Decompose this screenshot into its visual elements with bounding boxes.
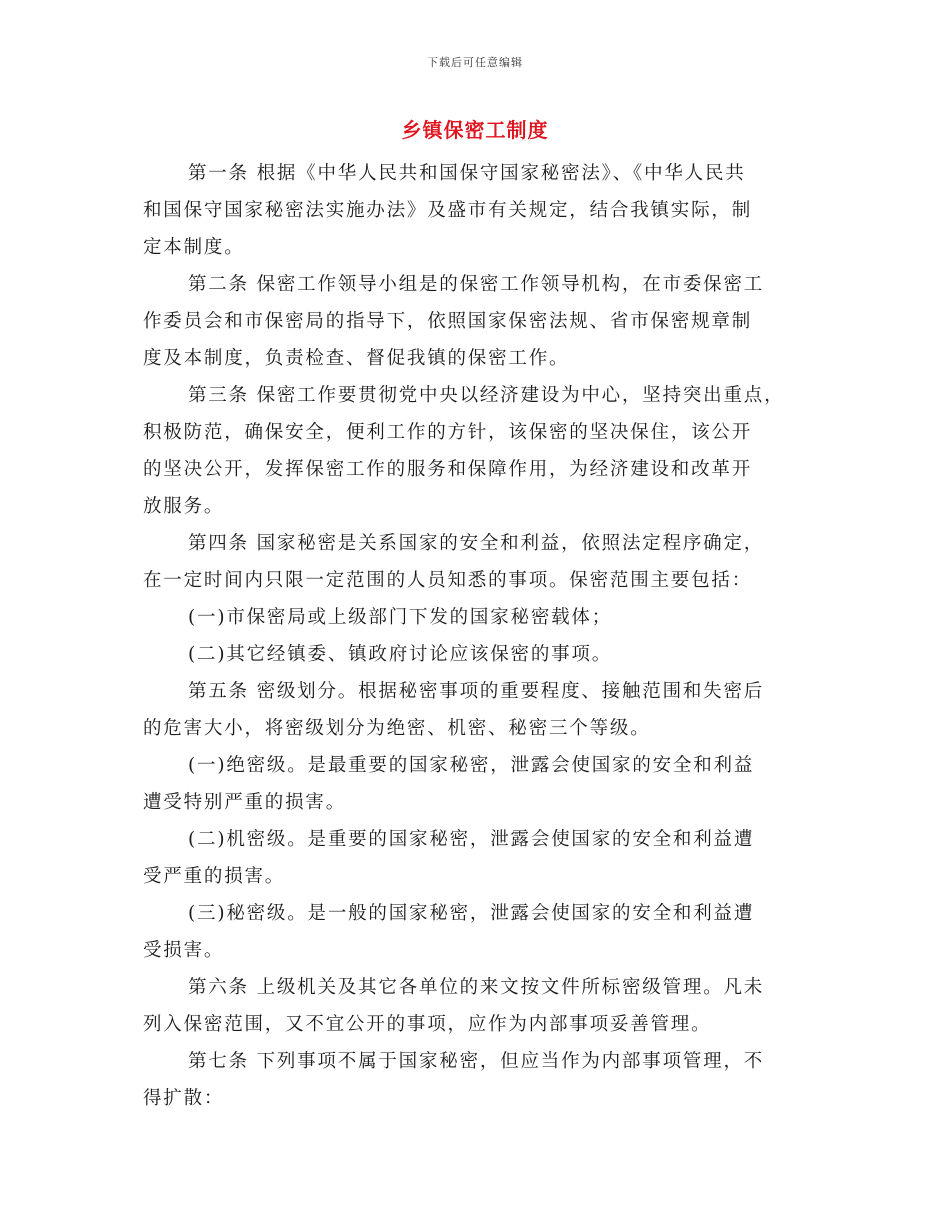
paragraph-line: 列入保密范围，又不宜公开的事项，应作为内部事项妥善管理。 — [143, 1014, 712, 1035]
paragraph-line: 在一定时间内只限一定范围的人员知悉的事项。保密范围主要包括： — [143, 570, 753, 591]
paragraph-line: 第四条 国家秘密是关系国家的安全和利益，依照法定程序确定， — [188, 533, 765, 554]
paragraph-line: 定本制度。 — [143, 237, 245, 258]
paragraph-line: (二)机密级。是重要的国家秘密，泄露会使国家的安全和利益遭 — [188, 829, 755, 850]
paragraph-line: 得扩散： — [143, 1088, 225, 1109]
paragraph-line: 受损害。 — [143, 940, 225, 961]
paragraph-line: (一)绝密级。是最重要的国家秘密，泄露会使国家的安全和利益 — [188, 755, 755, 776]
paragraph-line: 受严重的损害。 — [143, 866, 286, 887]
paragraph-line: 的危害大小，将密级划分为绝密、机密、秘密三个等级。 — [143, 718, 651, 739]
document-title: 乡镇保密工制度 — [401, 118, 549, 142]
paragraph-line: 第三条 保密工作要贯彻党中央以经济建设为中心，坚持突出重点， — [188, 385, 785, 406]
paragraph-line: 积极防范，确保安全，便利工作的方针，该保密的坚决保住，该公开 — [143, 422, 753, 443]
paragraph-line: 的坚决公开，发挥保密工作的服务和保障作用，为经济建设和改革开 — [143, 459, 753, 480]
paragraph-line: 放服务。 — [143, 496, 225, 517]
paragraph-line: 第七条 下列事项不属于国家秘密，但应当作为内部事项管理，不 — [188, 1051, 765, 1072]
header-note: 下载后可任意编辑 — [427, 56, 523, 69]
paragraph-line: 和国保守国家秘密法实施办法》及盛市有关规定，结合我镇实际，制 — [143, 200, 753, 221]
paragraph-line: 度及本制度，负责检查、督促我镇的保密工作。 — [143, 348, 570, 369]
paragraph-line: 作委员会和市保密局的指导下，依照国家保密法规、省市保密规章制 — [143, 311, 753, 332]
paragraph-line: 第二条 保密工作领导小组是的保密工作领导机构，在市委保密工 — [188, 274, 765, 295]
paragraph-line: 第六条 上级机关及其它各单位的来文按文件所标密级管理。凡未 — [188, 977, 765, 998]
paragraph-line: (二)其它经镇委、镇政府讨论应该保密的事项。 — [188, 644, 613, 665]
paragraph-line: 遭受特别严重的损害。 — [143, 792, 347, 813]
paragraph-line: 第五条 密级划分。根据秘密事项的重要程度、接触范围和失密后 — [188, 681, 765, 702]
paragraph-line: 第一条 根据《中华人民共和国保守国家秘密法》、《中华人民共 — [188, 163, 746, 184]
paragraph-line: (一)市保密局或上级部门下发的国家秘密载体； — [188, 607, 613, 628]
paragraph-line: (三)秘密级。是一般的国家秘密，泄露会使国家的安全和利益遭 — [188, 903, 755, 924]
